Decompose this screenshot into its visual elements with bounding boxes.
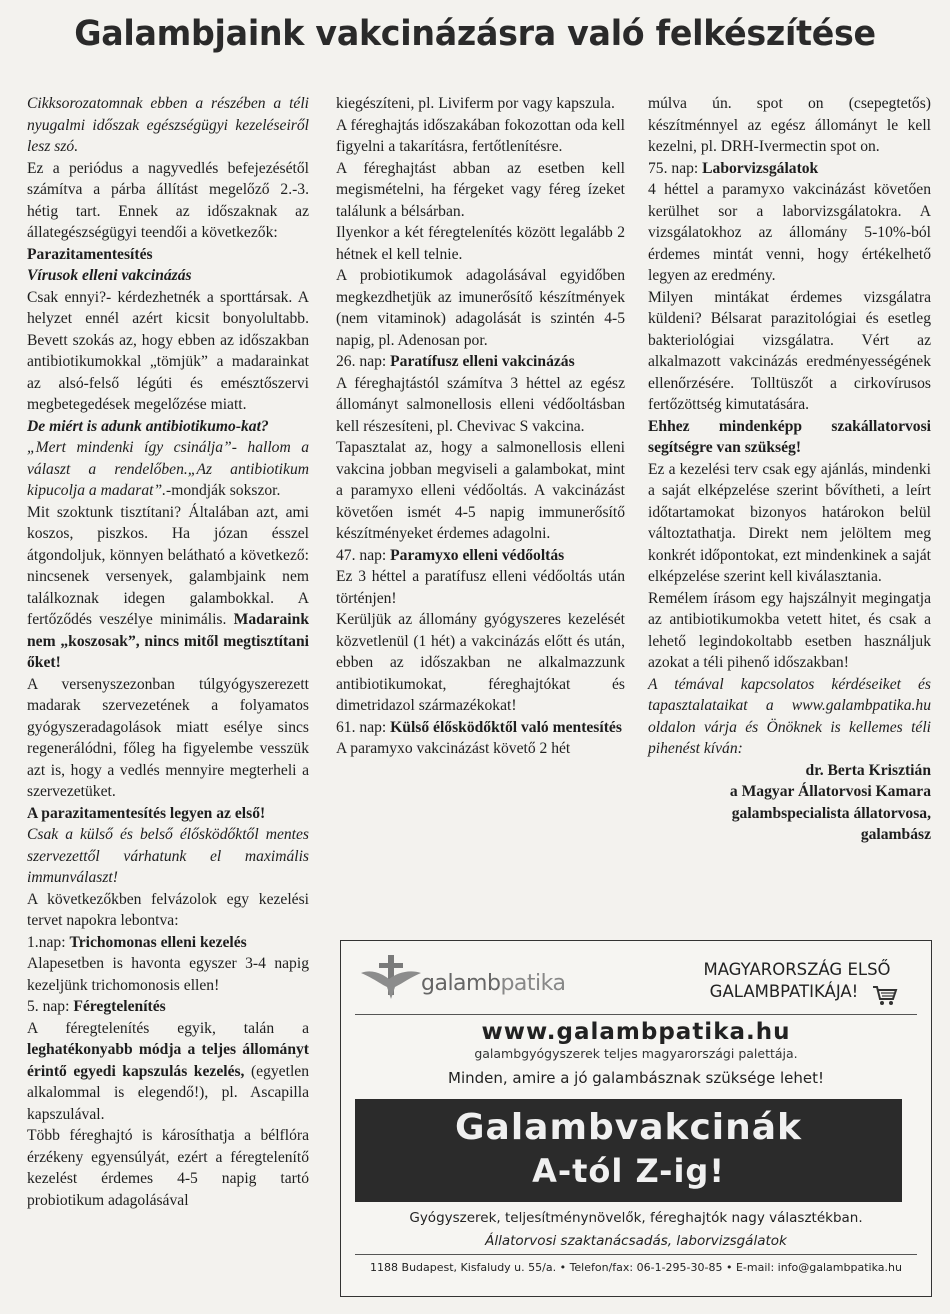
- day-label: 5. nap:: [27, 998, 74, 1015]
- paragraph: A versenyszezonban túlgyógyszerezett madarak szervezetének a folyamatos gyógyszeradagolások miatt esélye sincs regenerálódni, főleg ha figyelembe vesszük azt is, hogy a vedlés mennyire megterheli a szervezetüket.: [27, 675, 309, 800]
- website-url: www.galambpatika.hu: [481, 1019, 791, 1045]
- tagline-line-1: MAGYARORSZÁG ELSŐ: [703, 960, 891, 979]
- day-label: 26. nap:: [336, 353, 391, 370]
- paragraph: Csak ennyi?- kérdezhetnék a sporttársak. A helyzet ennél azért kicsit bonyolultabb. Bevett szokás az, hogy ebben az időszakban antibiotikumokkal „tömjük” a madarainkat az alsó-felső légúti és emésztőszervi megbetegedések megelőzése miatt.: [27, 288, 309, 413]
- paragraph: 4 héttel a paramyxo vakcinázást követően kerülhet sor a laborvizsgálatokra. A vizsgálatokhoz az állomány 5-10%-ból érdemes mintát venni, hogy értékelhető legyen az eredmény.: [648, 181, 931, 284]
- paragraph: kiegészíteni, pl. Liviferm por vagy kapszula.: [336, 95, 615, 112]
- advertisement: [340, 940, 932, 1297]
- paragraph: [27, 502, 309, 674]
- section-heading: De miért is adunk antibiotikumo-kat?: [27, 417, 269, 435]
- day-title: Paratífusz elleni vakcinázás: [390, 353, 575, 370]
- tagline-line-2: GALAMBPATIKÁJA!: [709, 982, 859, 1001]
- paragraph: Csak a külső és belső élősködőktől mentes szervezettől várhatunk el maximális immunválaszt!: [27, 826, 309, 886]
- section-heading: A parazitamentesítés legyen az első!: [27, 804, 266, 822]
- page-title: Galambjaink vakcinázásra való felkészítése: [74, 14, 876, 54]
- paragraph: A féreghajtás időszakában fokozottan oda kell figyelni a takarításra, fertőtlenítésre.: [336, 116, 625, 155]
- paragraph: Több féreghajtó is károsíthatja a bélflóra érzékeny egyensúlyát, ezért a féregtelenítő kezelést érdemes 4-5 napig tartó probiotikum adagolásával: [27, 1127, 309, 1209]
- quote-tail: -mondják sokszor.: [166, 482, 281, 499]
- paragraph: Kerüljük az állomány gyógyszeres kezelését közvetlenül (1 hét) a vakcinázás előtt és után, ebben az időszakban ne alkalmazzunk antibiotikumokat, féreghajtókat és dimetridazol származékokat!: [336, 611, 625, 714]
- banner-title: Galambvakcinák: [455, 1107, 802, 1148]
- author-name: dr. Berta Krisztián: [805, 761, 931, 779]
- day-title: Féregtelenítés: [73, 998, 166, 1015]
- divider: [355, 1014, 917, 1015]
- day-heading: [336, 717, 625, 739]
- paragraph: Alapesetben is havonta egyszer 3-4 napig kezeljünk trichomonosis ellen!: [27, 955, 309, 994]
- ad-services: Állatorvosi szaktanácsadás, laborvizsgálatok: [485, 1233, 787, 1249]
- day-label: 1.nap:: [27, 933, 70, 951]
- day-heading: [336, 545, 625, 567]
- logo-word-2: patika: [500, 971, 566, 996]
- paragraph-text: Mit szoktunk tisztítani? Általában azt, ami koszos, piszkos. Ha józan ésszel átgondoljuk, könnyen belátható a következő: nincsenek versenyek, galambjaink nem találkoznak idegen galambokkal. A fertőződés veszélye minimális.: [27, 503, 309, 628]
- article-column-1: [27, 93, 309, 1211]
- paragraph: [27, 1018, 309, 1126]
- paragraph: múlva ún. spot on (csepegtetős) készítménnyel az egész állományt le kell kezelni, pl. DRH-Ivermectin spot on.: [648, 95, 931, 155]
- day-label: 47. nap:: [336, 546, 391, 564]
- paragraph: Remélem írásom egy hajszálnyit megingatja az antibiotikumokba vetett hitet, és csak a lehető legindokoltabb esetben használjuk azokat a téli pihenő időszakban!: [648, 589, 931, 671]
- day-heading: [648, 158, 931, 180]
- paragraph: Ez 3 héttel a paratífusz elleni védőoltás után történjen!: [336, 568, 625, 607]
- paragraph-text: A féregtelenítés egyik, talán a: [27, 1019, 309, 1037]
- paragraph-emphasis: leghatékonyabb módja a teljes állományt érintő egyedi kapszulás kezelés,: [27, 1041, 309, 1080]
- day-title: Külső élősködőktől való mentesítés: [390, 718, 622, 736]
- pigeon-cross-logo-icon: [359, 953, 423, 1005]
- paragraph: Tapasztalat az, hogy a salmonellosis elleni vakcina jobban megviseli a galambokat, mint a paramyxo elleni védőoltás. A vakcinázást követően ismét 4-5 napig immunerősítő készítményeket érdemes adagolni.: [336, 439, 625, 542]
- ad-products: Gyógyszerek, teljesítménynövelők, féreghajtók nagy választékban.: [409, 1210, 863, 1226]
- author-role: galambász: [860, 826, 931, 843]
- quote-text: „Mert mindenki így csinálja”- hallom a választ a rendelőben.„Az antibiotikum kipucolja a madarat”.: [27, 439, 309, 499]
- day-label: 75. nap:: [648, 159, 703, 177]
- paragraph: A féreghajtást abban az esetben kell megismételni, ha férgeket vagy féreg ízeket találunk a bélsárban.: [336, 159, 625, 220]
- closing-paragraph: A témával kapcsolatos kérdéseiket és tapasztalataikat a www.galambpatika.hu oldalon várja és Önöknek is kellemes téli pihenést kíván:: [648, 675, 931, 757]
- intro-paragraph: Cikksorozatomnak ebben a részében a téli nyugalmi időszak egészségügyi kezeléseiről lesz szó.: [27, 95, 309, 155]
- day-heading: [27, 932, 309, 954]
- galambpatika-logo: [359, 953, 564, 1005]
- shopping-cart-icon: [872, 985, 898, 1012]
- day-heading: [336, 351, 625, 373]
- day-heading: [27, 996, 309, 1018]
- paragraph: A következőkben felvázolok egy kezelési tervet napokra lebontva:: [27, 890, 309, 929]
- logo-word-1: galamb: [421, 971, 501, 996]
- paragraph-text: (egyetlen alkalommal is elegendő!), pl. Ascapilla kapszulával.: [27, 1062, 309, 1123]
- paragraph: Milyen mintákat érdemes vizsgálatra küldeni? Bélsarat parazitológiai és esetleg bakteriológiai vizsgálatra. Vért az alkalmazott vakcinázás eredményességének ellenőrzésére. Tolltüszőt a cirkovírusos fertőzöttség kimutatására.: [648, 288, 931, 413]
- banner-subtitle: A-tól Z-ig!: [532, 1152, 725, 1190]
- paragraph: A probiotikumok adagolásával egyidőben megkezdhetjük az imunerősítő készítmények (nem vitaminok) adagolását is szintén 4-5 napig, pl. Adenosan por.: [336, 267, 625, 349]
- paragraph: A paramyxo vakcinázást követő 2 hét: [336, 740, 571, 757]
- section-heading: Vírusok elleni vakcinázás: [27, 267, 192, 284]
- ad-slogan: Minden, amire a jó galambásznak szüksége lehet!: [448, 1069, 824, 1087]
- author-title: galambspecialista állatorvosa,: [731, 804, 931, 822]
- quote-paragraph: [27, 437, 309, 502]
- vaccine-banner: [355, 1099, 902, 1202]
- logo-wordmark: [421, 971, 565, 996]
- author-affiliation: a Magyar Állatorvosi Kamara: [729, 783, 931, 800]
- divider: [355, 1254, 917, 1255]
- day-title: Paramyxo elleni védőoltás: [390, 546, 565, 564]
- day-title: Laborvizsgálatok: [702, 159, 819, 177]
- paragraph-emphasis: Madaraink nem „koszosak”, nincs mitől megtisztítani őket!: [27, 611, 309, 671]
- ad-subtitle: galambgyógyszerek teljes magyarországi palettája.: [474, 1046, 798, 1061]
- paragraph: Ilyenkor a két féregtelenítés között legalább 2 hétnek el kell telnie.: [336, 224, 625, 263]
- paragraph: Ez a kezelési terv csak egy ajánlás, mindenki a saját elképzelése szerint bővítheti, a leírt időtartamokat bizonyos határokon belül változtathatja. Direkt nem jelöltem meg konkrét időpontokat, ezt mindenkinek a saját elképzelése szerint kell kiválasztania.: [648, 460, 931, 585]
- paragraph: A féreghajtástól számítva 3 héttel az egész állományt salmonellosis elleni védőoltásban kell részesíteni, pl. Chevivac S vakcina.: [336, 374, 625, 435]
- day-label: 61. nap:: [336, 718, 391, 736]
- section-heading: Ehhez mindenképp szakállatorvosi segítségre van szükség!: [648, 417, 931, 456]
- article-column-2: [336, 93, 625, 760]
- ad-contact: 1188 Budapest, Kisfaludy u. 55/a. • Telefon/fax: 06-1-295-30-85 • E-mail: info@galambpatika.hu: [370, 1261, 902, 1274]
- day-title: Trichomonas elleni kezelés: [69, 933, 247, 951]
- section-heading: Parazitamentesítés: [27, 245, 153, 263]
- paragraph: Ez a periódus a nagyvedlés befejezésétől számítva a párba állítást megelőző 2.-3. hétig tart. Ennek az időszaknak az állategészségügyi teendői a következők:: [27, 159, 309, 241]
- article-column-3: [648, 93, 931, 846]
